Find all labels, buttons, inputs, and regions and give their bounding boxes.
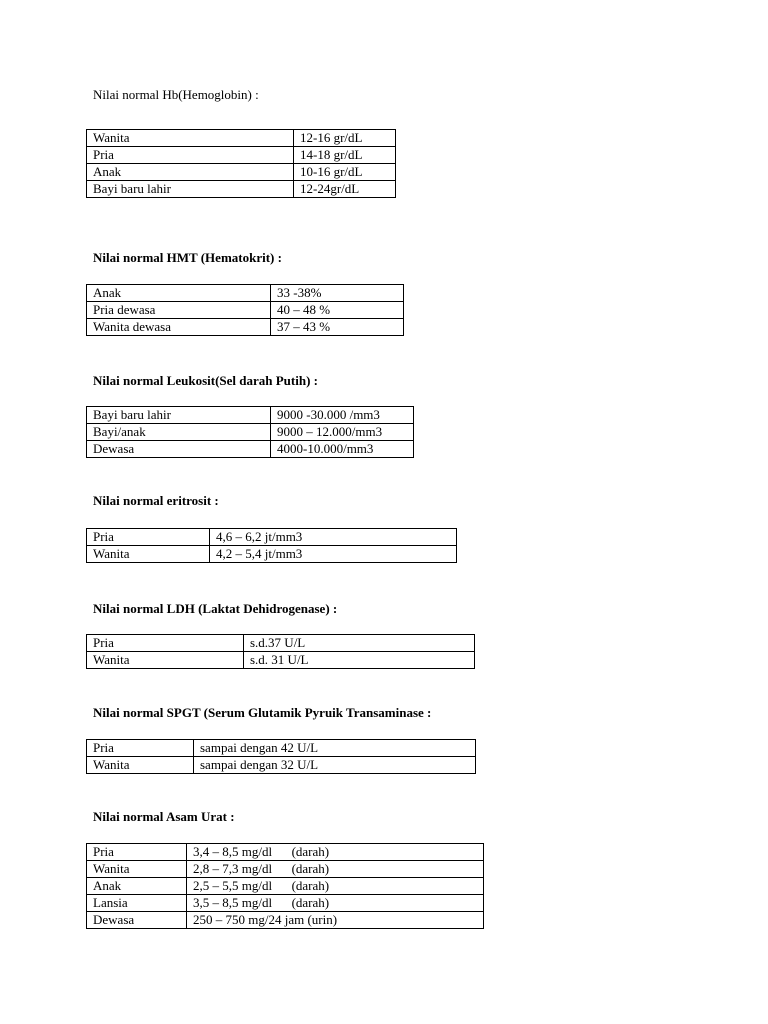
cell-value: 9000 -30.000 /mm3 (271, 407, 414, 424)
table-row (87, 878, 484, 895)
heading-leukosit: Nilai normal Leukosit(Sel darah Putih) : (93, 373, 318, 388)
cell-value: 33 -38% (271, 285, 404, 302)
cell-label: Bayi baru lahir (87, 181, 294, 198)
table-row (87, 147, 396, 164)
table-row (87, 441, 414, 458)
table-row (87, 130, 396, 147)
table-row (87, 407, 414, 424)
cell-label: Dewasa (87, 912, 187, 929)
table-row (87, 844, 484, 861)
cell-value: 2,5 – 5,5 mg/dl (darah) (187, 878, 484, 895)
table-asam-urat (86, 843, 484, 929)
cell-value: 9000 – 12.000/mm3 (271, 424, 414, 441)
cell-value: 12-16 gr/dL (294, 130, 396, 147)
table-row (87, 302, 404, 319)
cell-label: Dewasa (87, 441, 271, 458)
cell-value: 10-16 gr/dL (294, 164, 396, 181)
cell-value: 4,2 – 5,4 jt/mm3 (210, 546, 457, 563)
cell-value: 3,4 – 8,5 mg/dl (darah) (187, 844, 484, 861)
cell-label: Wanita (87, 130, 294, 147)
table-row (87, 319, 404, 336)
table-row (87, 424, 414, 441)
heading-hematokrit: Nilai normal HMT (Hematokrit) : (93, 250, 282, 265)
cell-label: Wanita (87, 861, 187, 878)
table-row (87, 164, 396, 181)
table-row (87, 652, 475, 669)
cell-label: Wanita dewasa (87, 319, 271, 336)
heading-asam-urat: Nilai normal Asam Urat : (93, 809, 235, 824)
cell-value: s.d. 31 U/L (244, 652, 475, 669)
cell-label: Pria (87, 147, 294, 164)
cell-value: 2,8 – 7,3 mg/dl (darah) (187, 861, 484, 878)
cell-label: Pria (87, 844, 187, 861)
heading-hemoglobin: Nilai normal Hb(Hemoglobin) : (93, 87, 259, 102)
cell-value: 3,5 – 8,5 mg/dl (darah) (187, 895, 484, 912)
cell-label: Bayi/anak (87, 424, 271, 441)
cell-label: Lansia (87, 895, 187, 912)
cell-value: 37 – 43 % (271, 319, 404, 336)
heading-spgt: Nilai normal SPGT (Serum Glutamik Pyruik Transaminase : (93, 705, 432, 720)
cell-value: 40 – 48 % (271, 302, 404, 319)
cell-value: 4000-10.000/mm3 (271, 441, 414, 458)
table-row (87, 740, 476, 757)
cell-label: Anak (87, 164, 294, 181)
table-row (87, 912, 484, 929)
table-row (87, 861, 484, 878)
table-hematokrit (86, 284, 404, 336)
table-row (87, 895, 484, 912)
table-row (87, 757, 476, 774)
table-row (87, 546, 457, 563)
cell-value: 4,6 – 6,2 jt/mm3 (210, 529, 457, 546)
heading-ldh: Nilai normal LDH (Laktat Dehidrogenase) : (93, 601, 338, 616)
cell-value: 14-18 gr/dL (294, 147, 396, 164)
cell-label: Wanita (87, 757, 194, 774)
table-row (87, 635, 475, 652)
table-leukosit (86, 406, 414, 458)
table-spgt (86, 739, 476, 774)
cell-label: Pria (87, 740, 194, 757)
cell-label: Anak (87, 285, 271, 302)
cell-value: s.d.37 U/L (244, 635, 475, 652)
table-row (87, 529, 457, 546)
table-ldh (86, 634, 475, 669)
cell-label: Wanita (87, 546, 210, 563)
cell-label: Pria dewasa (87, 302, 271, 319)
table-row (87, 181, 396, 198)
cell-label: Bayi baru lahir (87, 407, 271, 424)
cell-value: sampai dengan 32 U/L (194, 757, 476, 774)
table-eritrosit (86, 528, 457, 563)
cell-value: sampai dengan 42 U/L (194, 740, 476, 757)
cell-label: Pria (87, 529, 210, 546)
table-hemoglobin (86, 129, 396, 198)
cell-value: 12-24gr/dL (294, 181, 396, 198)
cell-value: 250 – 750 mg/24 jam (urin) (187, 912, 484, 929)
cell-label: Pria (87, 635, 244, 652)
cell-label: Anak (87, 878, 187, 895)
table-row (87, 285, 404, 302)
heading-eritrosit: Nilai normal eritrosit : (93, 493, 219, 508)
cell-label: Wanita (87, 652, 244, 669)
